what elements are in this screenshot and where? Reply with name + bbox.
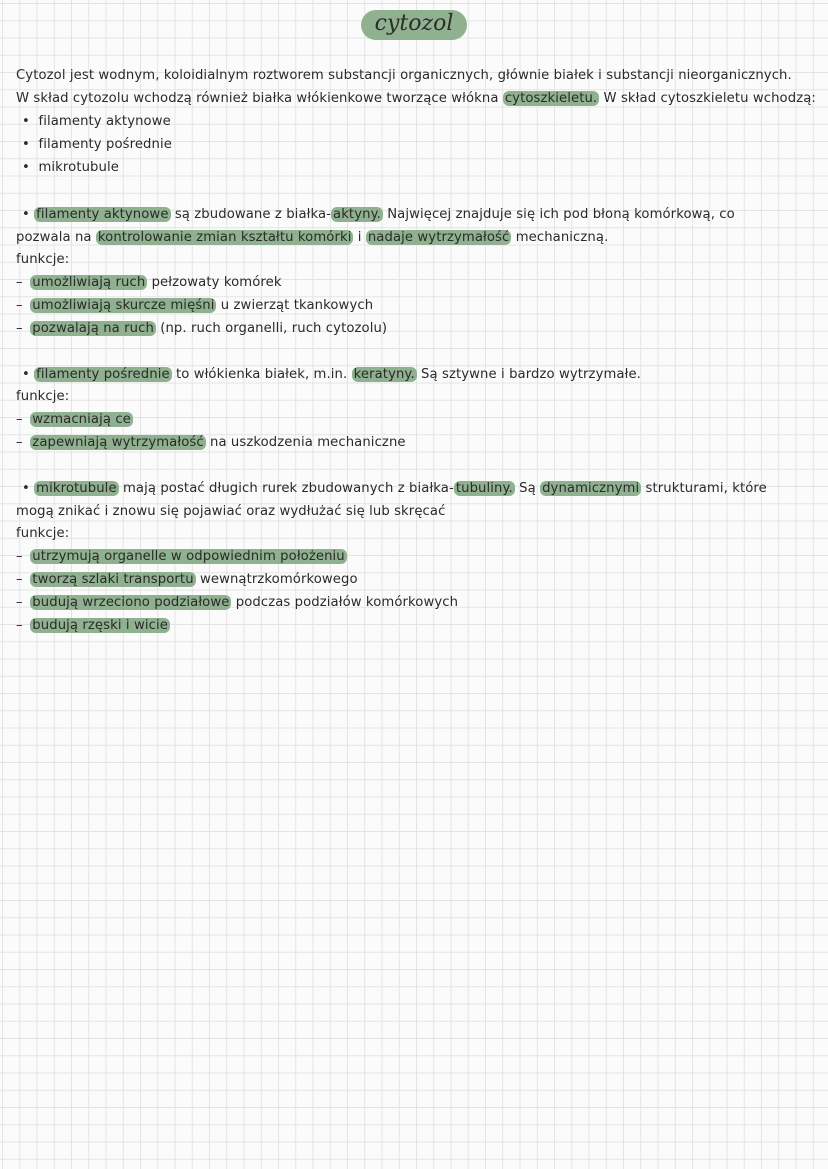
microtubules-function-item: – budują wrzeciono podziałowe podczas podziałów komórkowych <box>16 595 459 610</box>
intermediate-functions-label: funkcje: <box>16 389 70 404</box>
intro-list-item: • mikrotubule <box>22 160 119 175</box>
intro-list-item: • filamenty aktynowe <box>22 114 171 129</box>
actin-function-item: – umożliwiają skurcze mięśni u zwierząt tkankowych <box>16 298 374 313</box>
page-title: cytozol <box>361 10 468 40</box>
highlight-cytoszkieletu: cytoszkieletu. <box>504 91 598 106</box>
intro-line-2: W skład cytozolu wchodzą również białka włókienkowe tworzące włókna cytoszkieletu. W skład cytoszkieletu wchodzą: <box>16 91 816 106</box>
actin-paragraph-line-1: • filamenty aktynowe są zbudowane z białka- aktyny. Najwięcej znajduje się ich pod błoną komórkową, co <box>22 207 735 222</box>
intro-line-1: Cytozol jest wodnym, koloidialnym roztworem substancji organicznych, głównie białek i substancji nieorganicznych. <box>16 68 792 83</box>
actin-functions-label: funkcje: <box>16 252 70 267</box>
actin-paragraph-line-2: pozwala na kontrolowanie zmian kształtu komórki i nadaje wytrzymałość mechaniczną. <box>16 230 609 245</box>
microtubules-paragraph-line-2: mogą znikać i znowu się pojawiać oraz wydłużać się lub skręcać <box>16 504 446 519</box>
microtubules-function-item: – budują rzęski i wicie <box>16 618 168 633</box>
intermediate-paragraph: • filamenty pośrednie to włókienka białek, m.in. keratyny. Są sztywne i bardzo wytrzymałe. <box>22 367 641 382</box>
microtubules-functions-label: funkcje: <box>16 526 70 541</box>
intermediate-function-item: – zapewniają wytrzymałość na uszkodzenia mechaniczne <box>16 435 406 450</box>
microtubules-function-item: – utrzymują organelle w odpowiednim położeniu <box>16 549 345 564</box>
actin-function-item: – umożliwiają ruch pełzowaty komórek <box>16 275 282 290</box>
actin-function-item: – pozwalają na ruch (np. ruch organelli, ruch cytozolu) <box>16 321 388 336</box>
microtubules-function-item: – tworzą szlaki transportu wewnątrzkomórkowego <box>16 572 358 587</box>
intro-list-item: • filamenty pośrednie <box>22 137 172 152</box>
microtubules-paragraph-line-1: • mikrotubule mają postać długich rurek zbudowanych z białka- tubuliny. Są dynamicznymi strukturami, które <box>22 481 767 496</box>
intermediate-function-item: – wzmacniają ce <box>16 412 131 427</box>
